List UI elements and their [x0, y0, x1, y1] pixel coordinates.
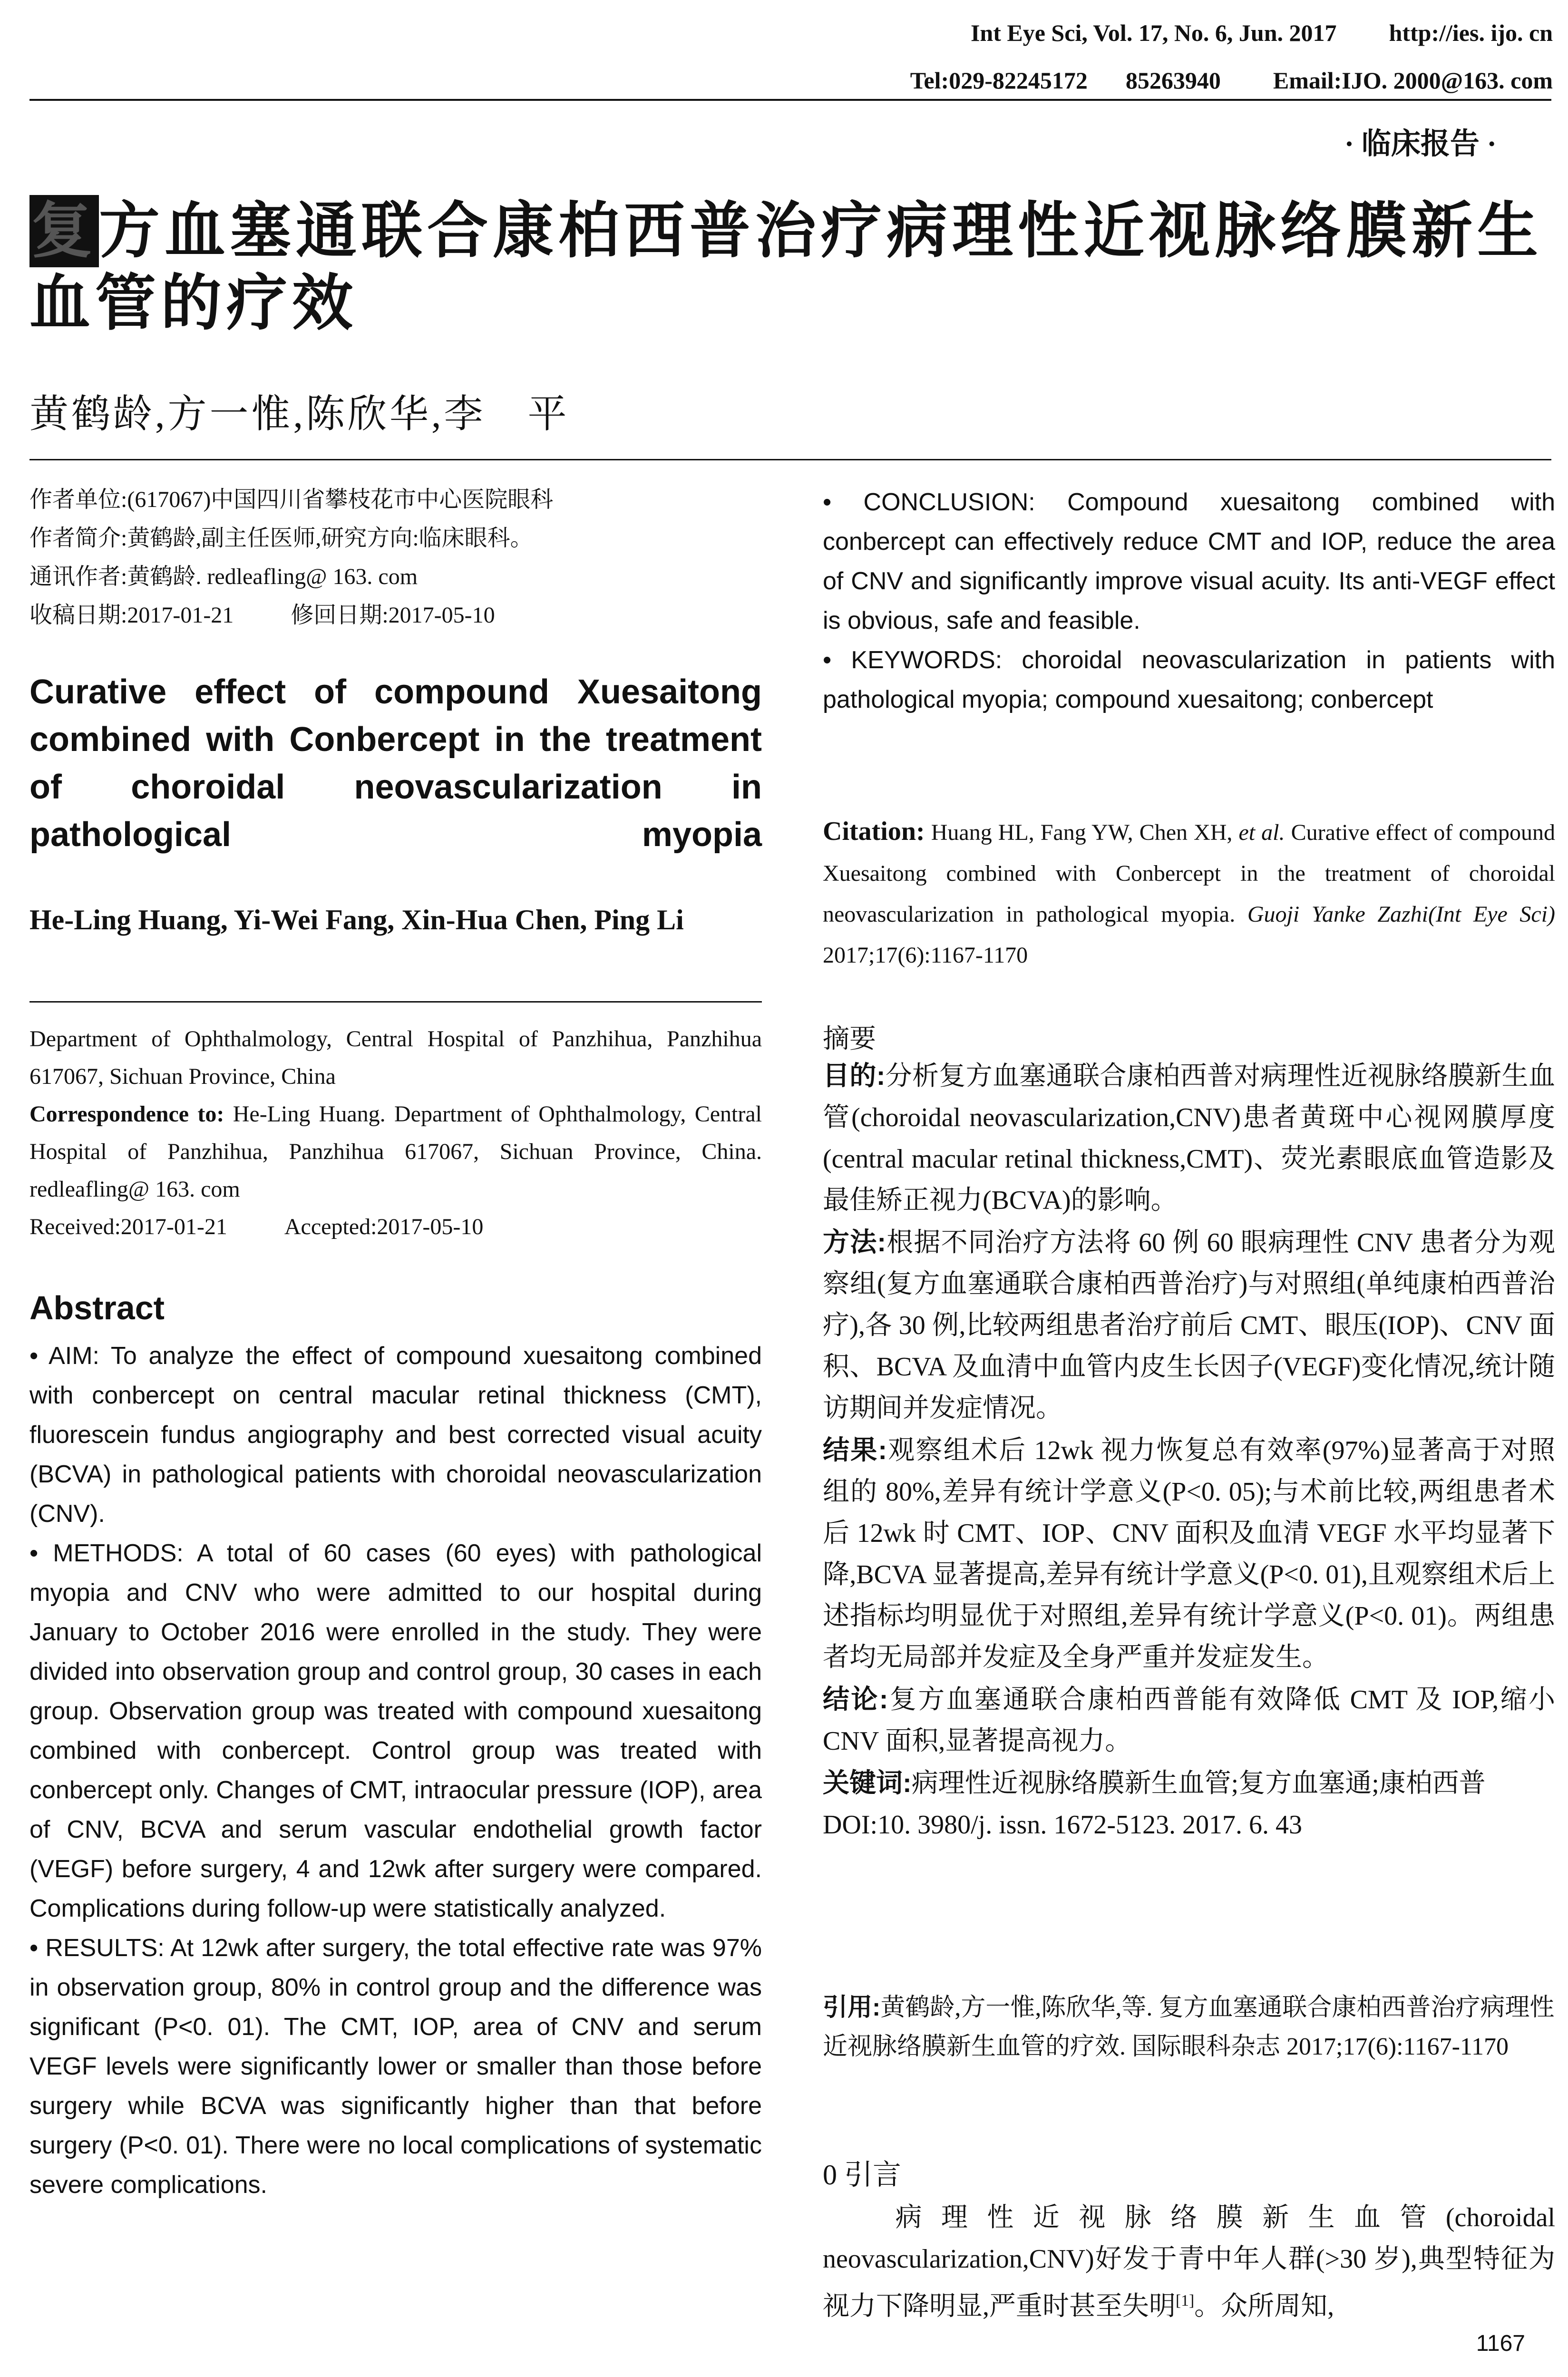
- zy-results-text: 观察组术后 12wk 视力恢复总有效率(97%)显著高于对照组的 80%,差异有统计学意义(P<0. 05);与术前比较,两组患者术后 12wk 时 CMT、IOP、CNV 面积及血清 VEGF 水平均显著下降,BCVA 显著提高,差异有统计学意义(P<0. 01),且观察组术后上述指标均明显优于对照组,差异有统计学意义(P<0. 01)。两组患者均无局部并发症及全身严重并发症发生。: [823, 1436, 1555, 1672]
- affiliation-cn: 作者单位:(617067)中国四川省攀枝花市中心医院眼科: [29, 487, 554, 512]
- revised-cn: 修回日期:2017-05-10: [291, 603, 495, 628]
- zy-conclusion: [823, 1678, 1555, 1762]
- department-en: Department of Ophthalmology, Central Hospital of Panzhihua, Panzhihua 617067, Sichuan Province, China: [29, 1026, 762, 1089]
- zy-results: [823, 1429, 1555, 1678]
- journal-url[interactable]: http://ies. ijo. cn: [1389, 19, 1553, 46]
- zy-results-label: 结果:: [823, 1435, 887, 1465]
- intro-heading: 0 引言: [823, 2159, 901, 2191]
- abstract-conclusion: [823, 483, 1555, 641]
- tel-number-2: 85263940: [1125, 67, 1221, 94]
- article-title-cn: [29, 195, 1551, 340]
- running-header-contact: [910, 67, 1553, 94]
- correspondence-en: [29, 1095, 762, 1208]
- dates-en: [29, 1208, 762, 1246]
- abstract-keywords: [823, 641, 1555, 720]
- title-rest: 方血塞通联合康柏西普治疗病理性近视脉络膜新生血管的疗效: [29, 197, 1543, 337]
- authors-rule: [29, 1001, 762, 1003]
- tel-number: Tel:029-82245172: [910, 67, 1088, 94]
- methods-text: A total of 60 cases (60 eyes) with pathological myopia and CNV who were admitted to our hospital during January to October 2016 were enrolled in the study. They were divided into observation group and control group, 30 cases in each group. Observation group was treated with compound xuesaitong combined with conbercept. Control group was treated with conbercept only. Changes of CMT, intraocular pressure (IOP), area of CNV, BCVA and serum vascular endothelial growth factor (VEGF) before surgery, 4 and 12wk after surgery were compared. Complications during follow-up were statistically analyzed.: [29, 1539, 762, 1922]
- title-first-char: 复: [29, 195, 99, 267]
- zy-methods: [823, 1221, 1555, 1429]
- keywords-label: • KEYWORDS:: [823, 646, 1003, 674]
- abstract-continued: [823, 483, 1555, 720]
- methods-label: • METHODS:: [29, 1539, 184, 1567]
- reference-text: 黄鹤龄,方一惟,陈欣华,等. 复方血塞通联合康柏西普治疗病理性近视脉络膜新生血管的疗效. 国际眼科杂志 2017;17(6):1167-1170: [823, 1994, 1555, 2060]
- citation-block: [823, 811, 1555, 976]
- zy-aim-label: 目的:: [823, 1061, 886, 1091]
- page-number: 1167: [1476, 2331, 1525, 2356]
- abstract-heading: Abstract: [29, 1289, 165, 1326]
- zy-conclusion-text: 复方血塞通联合康柏西普能有效降低 CMT 及 IOP,缩小 CNV 面积,显著提高视力。: [823, 1685, 1555, 1756]
- reference-label: 引用:: [823, 1994, 881, 2021]
- accepted-en: Accepted:2017-05-10: [284, 1214, 484, 1239]
- zhaiyao-heading: 摘要: [823, 1024, 876, 1054]
- bio-cn: 作者简介:黄鹤龄,副主任医师,研究方向:临床眼科。: [29, 526, 533, 551]
- received-en: Received:2017-01-21: [29, 1214, 227, 1239]
- zy-keywords-text: 病理性近视脉络膜新生血管;复方血塞通;康柏西普: [911, 1769, 1486, 1798]
- citation-journal: Guoji Yanke Zazhi(Int Eye Sci): [1247, 902, 1556, 927]
- dates-cn: [29, 596, 762, 634]
- results-label: • RESULTS:: [29, 1934, 165, 1962]
- intro-tail: 。众所周知,: [1194, 2291, 1334, 2321]
- intro-citation-ref[interactable]: [1]: [1176, 2292, 1195, 2309]
- article-title-en: Curative effect of compound Xuesaitong combined with Conbercept in the treatment of choroidal neovascularization in pathological myopia: [29, 673, 762, 854]
- correspondence-text: He-Ling Huang. Department of Ophthalmology, Central Hospital of Panzhihua, Panzhihua 617067, Sichuan Province, China. redleafling@ 163. com: [29, 1101, 762, 1202]
- zy-methods-label: 方法:: [823, 1227, 886, 1257]
- citation-volume: 2017;17(6):1167-1170: [823, 943, 1028, 968]
- reference-cn: [823, 1988, 1555, 2066]
- title-rule: [29, 459, 1551, 460]
- intro-text: 病理性近视脉络膜新生血管(choroidal neovascularization,CNV)好发于青中年人群(>30 岁),典型特征为视力下降明显,严重时甚至失明: [823, 2203, 1555, 2321]
- header-rule: [29, 99, 1551, 101]
- zy-keywords-label: 关键词:: [823, 1768, 912, 1798]
- aim-label: • AIM:: [29, 1342, 99, 1370]
- results-text: At 12wk after surgery, the total effective rate was 97% in observation group, 80% in control group and the difference was significant (P<0. 01). The CMT, IOP, area of CNV and serum VEGF levels were significantly lower or smaller than those before surgery while BCVA was significantly higher than that before surgery (P<0. 01). There were no local complications of systematic severe complications.: [29, 1934, 762, 2199]
- running-header-journal: [971, 19, 1553, 47]
- aim-text: To analyze the effect of compound xuesaitong combined with conbercept on central macular retinal thickness (CMT), fluorescein fundus angiography and best corrected visual acuity (BCVA) in pathological patients with choroidal neovascularization (CNV).: [29, 1342, 762, 1528]
- abstract-body: [29, 1336, 762, 2205]
- authors-en: He-Ling Huang, Yi-Wei Fang, Xin-Hua Chen, Ping Li: [29, 904, 684, 935]
- authors-cn: 黄鹤龄,方一惟,陈欣华,李 平: [29, 392, 570, 436]
- zy-aim: [823, 1055, 1555, 1221]
- zy-methods-text: 根据不同治疗方法将 60 例 60 眼病理性 CNV 患者分为观察组(复方血塞通联合康柏西普治疗)与对照组(单纯康柏西普治疗),各 30 例,比较两组患者治疗前后 CMT、眼压(IOP)、CNV 面积、BCVA 及血清中血管内皮生长因子(VEGF)变化情况,统计随访期间并发症情况。: [823, 1228, 1555, 1423]
- zy-conclusion-label: 结论:: [823, 1684, 888, 1714]
- meta-cn: [29, 480, 762, 634]
- citation-label: Citation:: [823, 817, 925, 846]
- conclusion-text: Compound xuesaitong combined with conbercept can effectively reduce CMT and IOP, reduce the area of CNV and significantly improve visual acuity. Its anti-VEGF effect is obvious, safe and feasible.: [823, 488, 1555, 634]
- journal-citation: Int Eye Sci, Vol. 17, No. 6, Jun. 2017: [970, 19, 1337, 46]
- received-cn: 收稿日期:2017-01-21: [29, 603, 234, 628]
- intro-paragraph: [823, 2197, 1555, 2328]
- keywords-text: choroidal neovascularization in patients with pathological myopia; compound xuesaitong; conbercept: [823, 646, 1555, 713]
- abstract-aim: [29, 1336, 762, 1534]
- zy-doi: DOI:10. 3980/j. issn. 1672-5123. 2017. 6. 43: [823, 1810, 1302, 1840]
- citation-authors: Huang HL, Fang YW, Chen XH,: [931, 820, 1233, 845]
- abstract-methods: [29, 1534, 762, 1929]
- conclusion-label: • CONCLUSION:: [823, 488, 1035, 516]
- zy-keywords: [823, 1762, 1555, 1804]
- abstract-results: [29, 1929, 762, 2205]
- zy-aim-text: 分析复方血塞通联合康柏西普对病理性近视脉络膜新生血管(choroidal neovascularization,CNV)患者黄斑中心视网膜厚度(central macular retinal thickness,CMT)、荧光素眼底血管造影及最佳矫正视力(BCVA)的影响。: [823, 1062, 1555, 1215]
- department-block: [29, 1020, 762, 1246]
- section-label: · 临床报告 ·: [1344, 128, 1497, 160]
- journal-email[interactable]: Email:IJO. 2000@163. com: [1273, 67, 1553, 94]
- correspondence-label: Correspondence to:: [29, 1101, 224, 1127]
- zhaiyao-body: [823, 1055, 1555, 1846]
- citation-title: Curative effect of compound Xuesaitong combined with Conbercept in the treatment of choroidal neovascularization in pathological myopia.: [823, 820, 1556, 927]
- citation-etal: et al.: [1238, 820, 1285, 845]
- correspondence-cn: 通讯作者:黄鹤龄. redleafling@ 163. com: [29, 564, 418, 589]
